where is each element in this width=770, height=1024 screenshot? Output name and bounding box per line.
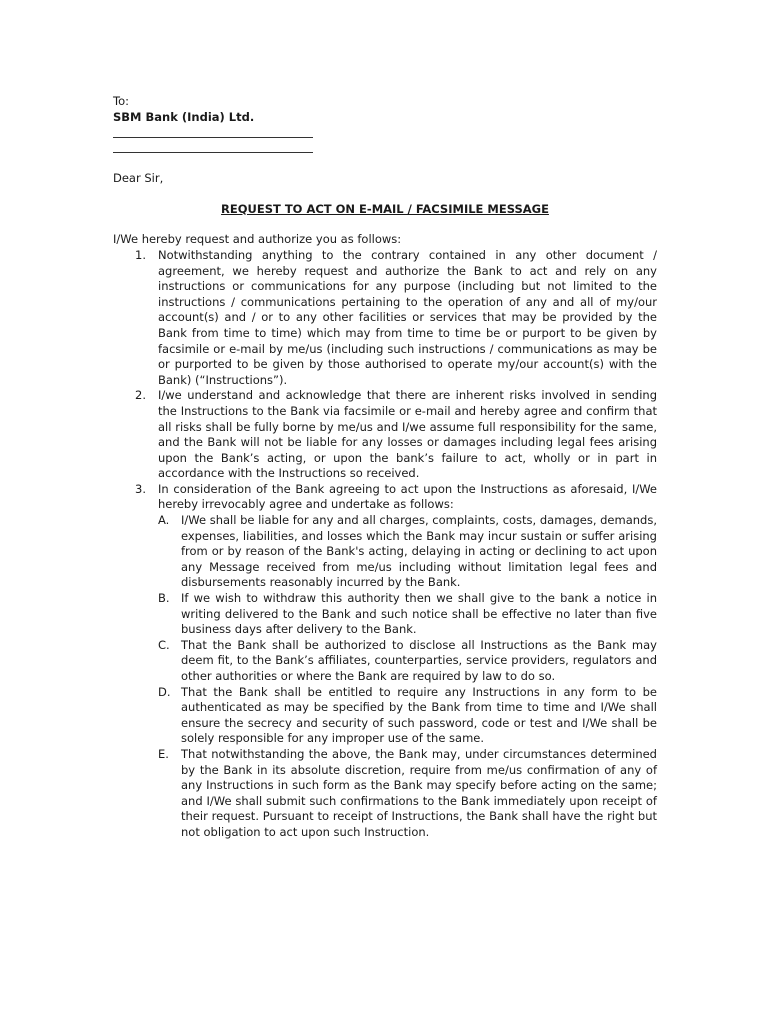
subclause-letter: E. — [158, 746, 169, 761]
intro-paragraph: I/We hereby request and authorize you as follows: — [113, 232, 402, 247]
clause-number: 2. — [135, 388, 146, 403]
address-blank-line-2 — [113, 152, 313, 153]
clause-text: Notwithstanding anything to the contrary contained in any other document / agreement, we hereby request and authorize the Bank to act and rely on any instructions or communications for any purpose (including but not limited to the instructions / communications pertaining to the operation of any and all of my/our account(s) and / or to any other facilities or services that may be provided by the Bank from time to time) which may from time to time be or purport to be given by facsimile or e-mail by me/us (including such instructions / communications as may be or purported to be given by those authorised to operate my/our account(s) with the Bank) (“Instructions”). — [158, 247, 657, 387]
subclause-list — [158, 513, 657, 840]
subclause-letter: D. — [158, 684, 171, 699]
subclause-letter: A. — [158, 513, 170, 528]
bank-name: SBM Bank (India) Ltd. — [113, 109, 255, 124]
subclause-letter: B. — [158, 591, 170, 606]
clause-number: 3. — [135, 481, 146, 496]
clause-1 — [113, 248, 657, 388]
subclause-e — [158, 747, 657, 841]
subclause-text: That notwithstanding the above, the Bank may, under circumstances determined by the Bank in its absolute discretion, require from me/us confirmation of any of any Instructions in such form as the Bank may specify before acting on the same; and I/We shall submit such confirmations to the Bank immediately upon receipt of their request. Pursuant to receipt of Instructions, the Bank shall have the right but not obligation to act upon such Instruction. — [181, 746, 657, 839]
document-page — [113, 94, 657, 841]
salutation: Dear Sir, — [113, 171, 164, 186]
address-blank-line-1 — [113, 137, 313, 138]
subclause-text: That the Bank shall be entitled to require any Instructions in any form to be authenticated as may be specified by the Bank from time to time and I/We shall ensure the secrecy and security of such password, code or test and I/We shall be solely responsible for any improper use of the same. — [181, 684, 657, 746]
clause-number: 1. — [135, 247, 146, 262]
subject-heading: REQUEST TO ACT ON E-MAIL / FACSIMILE MESSAGE — [221, 201, 549, 216]
subclause-letter: C. — [158, 637, 170, 652]
subclause-text: I/We shall be liable for any and all charges, complaints, costs, damages, demands, expenses, liabilities, and losses which the Bank may incur sustain or suffer arising from or by reason of the Bank's acting, delaying in acting or declining to act upon any Message received from me/us including without limitation legal fees and disbursements reasonably incurred by the Bank. — [181, 513, 657, 590]
clause-text: In consideration of the Bank agreeing to act upon the Instructions as aforesaid, I/We hereby irrevocably agree and undertake as follows: — [158, 481, 657, 512]
subclause-text: If we wish to withdraw this authority then we shall give to the bank a notice in writing delivered to the Bank and such notice shall be effective no later than five business days after delivery to the Bank. — [181, 591, 657, 637]
clause-text: I/we understand and acknowledge that there are inherent risks involved in sending the Instructions to the Bank via facsimile or e-mail and hereby agree and confirm that all risks shall be fully borne by me/us and I/we assume full responsibility for the same, and the Bank will not be liable for any losses or damages including legal fees arising upon the Bank’s acting, or upon the bank’s failure to act, wholly or in part in accordance with the Instructions so received. — [158, 388, 657, 481]
clause-2 — [113, 388, 657, 482]
subclause-d — [158, 685, 657, 747]
subclause-b — [158, 591, 657, 638]
clause-list — [113, 248, 657, 841]
subclause-a — [158, 513, 657, 591]
subclause-text: That the Bank shall be authorized to disclose all Instructions as the Bank may deem fit, to the Bank’s affiliates, counterparties, service providers, regulators and other authorities or where the Bank are required by law to do so. — [181, 637, 657, 683]
to-label: To: — [113, 94, 129, 108]
clause-3 — [113, 482, 657, 841]
subclause-c — [158, 638, 657, 685]
